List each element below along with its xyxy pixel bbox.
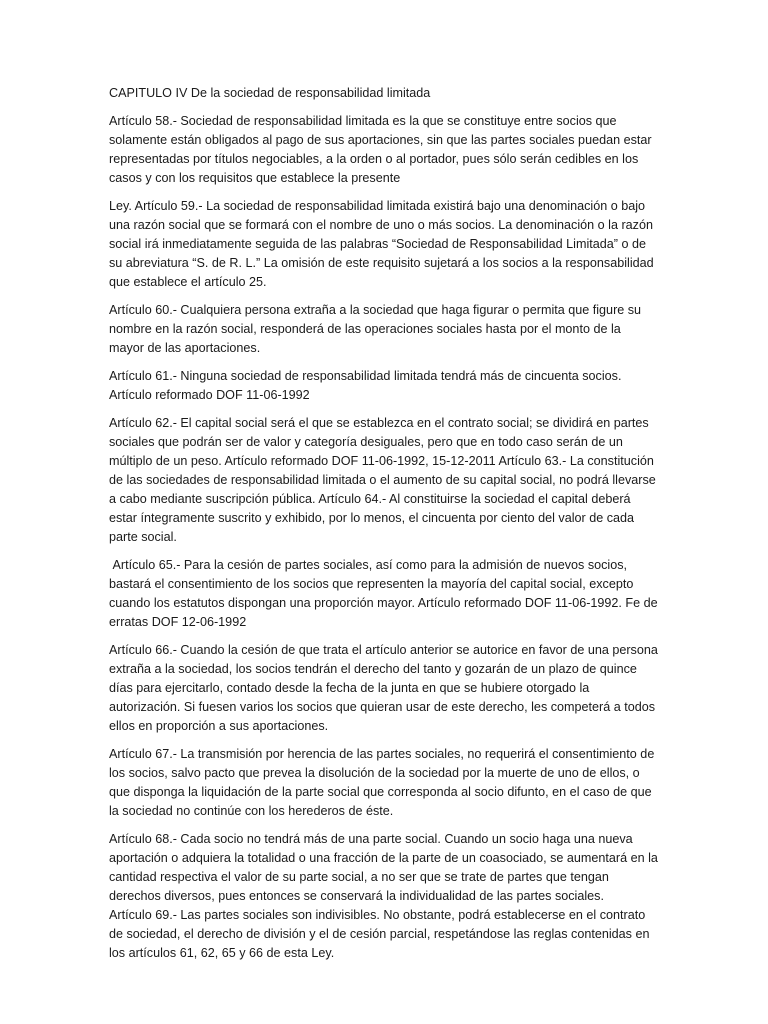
paragraph-articulo-65: Artículo 65.- Para la cesión de partes sociales, así como para la admisión de nuevos socios, bastará el consentimiento de los socios que representen la mayoría del capital social, excepto cuando los estatutos dispongan una proporción mayor. Artículo reformado DOF 11-06-1992. Fe de erratas DOF 12-06-1992 (109, 558, 662, 629)
paragraph-articulo-59: Ley. Artículo 59.- La sociedad de responsabilidad limitada existirá bajo una denominación o bajo una razón social que se formará con el nombre de uno o más socios. La denominación o la razón social irá inmediatamente seguida de las palabras “Sociedad de Responsabilidad Limitada” o de su abreviatura “S. de R. L.” La omisión de este requisito sujetará a los socios a la responsabilidad que establece el artículo 25. (109, 199, 654, 289)
paragraph-articulo-58: Artículo 58.- Sociedad de responsabilidad limitada es la que se constituye entre socios que solamente están obligados al pago de sus aportaciones, sin que las partes sociales puedan estar representadas por títulos negociables, a la orden o al portador, pues sólo serán cedibles en los casos y con los requisitos que establece la presente (109, 114, 652, 185)
document-body (109, 84, 662, 972)
chapter-title: CAPITULO IV De la sociedad de responsabilidad limitada (109, 86, 431, 100)
paragraph-articulo-69: Artículo 69.- Las partes sociales son indivisibles. No obstante, podrá establecerse en el contrato de sociedad, el derecho de división y el de cesión parcial, respetándose las reglas contenidas en los artículos 61, 62, 65 y 66 de esta Ley. (109, 908, 650, 960)
paragraph-articulo-67: Artículo 67.- La transmisión por herencia de las partes sociales, no requerirá el consentimiento de los socios, salvo pacto que prevea la disolución de la sociedad por la muerte de uno de ellos, o que disponga la liquidación de la parte social que corresponda al socio difunto, en el caso de que la sociedad no continúe con los herederos de éste. (109, 747, 655, 818)
paragraph-articulo-61: Artículo 61.- Ninguna sociedad de responsabilidad limitada tendrá más de cincuenta socios. Artículo reformado DOF 11-06-1992 (109, 369, 622, 402)
paragraph-articulo-60: Artículo 60.- Cualquiera persona extraña a la sociedad que haga figurar o permita que figure su nombre en la razón social, responderá de las operaciones sociales hasta por el monto de la mayor de las aportaciones. (109, 303, 642, 355)
paragraph-articulo-66: Artículo 66.- Cuando la cesión de que trata el artículo anterior se autorice en favor de una persona extraña a la sociedad, los socios tendrán el derecho del tanto y gozarán de un plazo de quince días para ejercitarlo, contado desde la fecha de la junta en que se hubiere otorgado la autorización. Si fuesen varios los socios que quieran usar de este derecho, les competerá a todos ellos en proporción a sus aportaciones. (109, 643, 658, 733)
paragraph-articulo-68: Artículo 68.- Cada socio no tendrá más de una parte social. Cuando un socio haga una nueva aportación o adquiera la totalidad o una fracción de la parte de un coasociado, se aumentará en la cantidad respectiva el valor de su parte social, a no ser que se trate de partes que tengan derechos diversos, pues entonces se conservará la individualidad de las partes sociales. (109, 832, 658, 903)
paragraph-articulo-62-64: Artículo 62.- El capital social será el que se establezca en el contrato social; se dividirá en partes sociales que podrán ser de valor y categoría desiguales, pero que en todo caso serán de un múltiplo de un peso. Artículo reformado DOF 11-06-1992, 15-12-2011 Artículo 63.- La constitución de las sociedades de responsabilidad limitada o el aumento de su capital social, no podrá llevarse a cabo mediante suscripción pública. Artículo 64.- Al constituirse la sociedad el capital deberá estar íntegramente suscrito y exhibido, por lo menos, el cincuenta por ciento del valor de cada parte social. (109, 416, 656, 544)
